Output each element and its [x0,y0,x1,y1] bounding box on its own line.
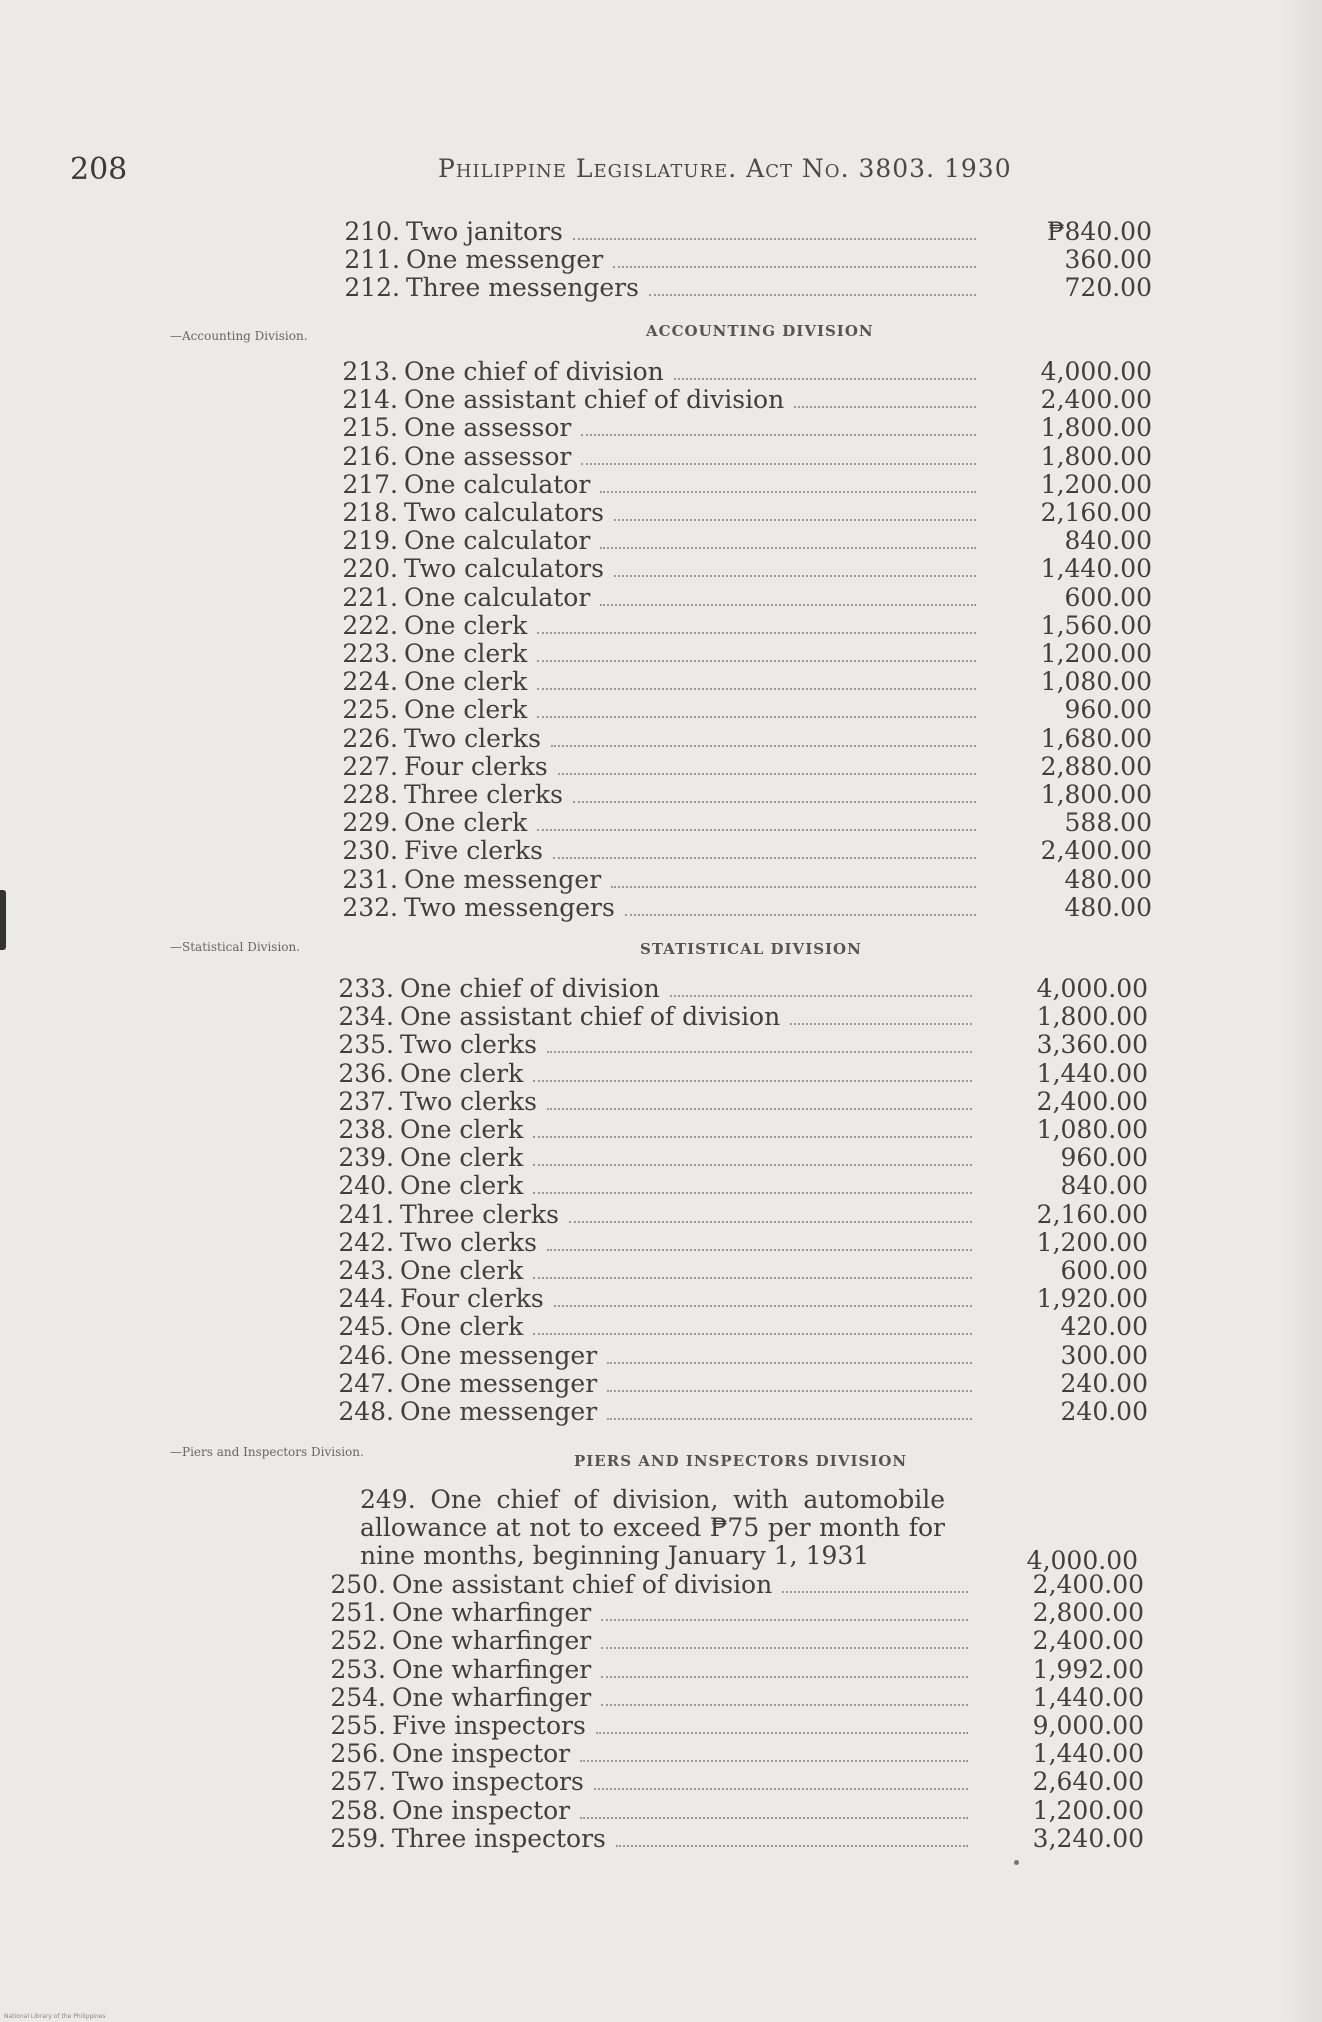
item-description: One clerk [400,1115,524,1144]
item-amount: 1,440.00 [1040,554,1152,584]
salary-row [334,753,1152,781]
item-description: One clerk [404,667,528,697]
running-head: Philippine Legislature. Act No. 3803. 1930 [438,154,1012,183]
dot-leader [794,406,976,408]
item-description: One calculator [404,582,591,612]
salary-row [330,1285,1148,1313]
dot-leader [674,378,976,380]
item-description: Two calculators [404,498,604,527]
salary-row [330,1031,1148,1059]
salary-row [322,1656,1144,1684]
item-number: 222. [342,610,398,640]
item-description: One clerk [404,639,528,668]
item-description: One calculator [404,526,591,556]
dot-leader [601,1619,968,1621]
item-number: 254. [330,1682,386,1712]
item-amount: 480.00 [1064,864,1152,894]
salary-row [334,414,1152,442]
salary-row [334,527,1152,555]
dot-leader [580,1817,968,1819]
item-description: Two janitors [406,217,563,246]
item-number: 230. [342,836,398,866]
item-description: One wharfinger [392,1626,592,1656]
item-number: 248. [338,1397,394,1426]
item-description: Three clerks [404,780,563,809]
item-description: One clerk [400,1058,524,1088]
item-description: Four clerks [400,1284,544,1314]
salary-row [336,274,1152,302]
item-amount: 1,200.00 [1036,1227,1148,1257]
item-number: 244. [338,1284,394,1314]
page-edge-shadow [1282,0,1322,2022]
item-amount: 2,800.00 [1032,1598,1144,1628]
item-amount: 240.00 [1060,1368,1148,1398]
salary-row [334,809,1152,837]
item-number: 215. [342,413,398,443]
item-number: 223. [342,639,398,668]
salary-row [334,358,1152,386]
item-number: 213. [342,357,398,386]
item-number: 235. [338,1030,394,1060]
item-amount: 9,000.00 [1032,1711,1144,1740]
salary-row [334,471,1152,499]
dot-leader [594,1788,968,1790]
item-number: 226. [342,723,398,753]
item-249-amount: 4,000.00 [1026,1546,1138,1575]
item-number: 246. [338,1340,394,1370]
item-number: 256. [330,1739,386,1769]
dot-leader [533,1164,972,1166]
item-amount: 420.00 [1060,1312,1148,1342]
item-description: Two clerks [400,1030,537,1060]
item-description: One assistant chief of division [392,1570,773,1599]
item-description: One calculator [404,469,591,499]
item-amount: 2,880.00 [1040,751,1152,781]
item-amount: 1,080.00 [1036,1115,1148,1144]
item-description: One assessor [404,413,572,443]
item-description: One messenger [400,1368,598,1398]
salary-row [322,1797,1144,1825]
salary-row [330,1313,1148,1341]
salary-row [330,1003,1148,1031]
item-number: 217. [342,469,398,499]
salary-row [334,499,1152,527]
item-description: One inspector [392,1795,571,1825]
salary-row [334,386,1152,414]
item-description: Four clerks [404,751,548,781]
item-number: 258. [330,1795,386,1825]
item-description: One inspector [392,1739,571,1769]
item-amount: 2,400.00 [1040,836,1152,866]
item-description: Five clerks [404,836,543,866]
item-number: 239. [338,1143,394,1173]
salary-row [334,555,1152,583]
dot-leader [537,829,976,831]
item-description: One wharfinger [392,1682,592,1712]
dot-leader [649,294,976,296]
item-description: One chief of division [404,357,664,386]
item-amount: ₱840.00 [1046,217,1152,246]
item-number: 216. [342,441,398,471]
dot-leader [553,857,976,859]
salary-row [330,1088,1148,1116]
item-number: 243. [338,1256,394,1285]
item-description: One messenger [406,245,604,274]
item-number: 237. [338,1086,394,1116]
salary-row [334,781,1152,809]
item-number: 234. [338,1002,394,1032]
salary-row [330,1201,1148,1229]
item-number: 219. [342,526,398,556]
item-description: Two inspectors [392,1767,584,1797]
salary-row [334,725,1152,753]
item-amount: 3,360.00 [1036,1030,1148,1060]
salary-row [322,1627,1144,1655]
dot-leader [533,1277,972,1279]
salary-row [322,1712,1144,1740]
item-249-text: 249. One chief of division, with automobile allowance at not to exceed ₱75 per month for nine months, beginning January 1, 1931 [360,1485,945,1570]
item-description: Three inspectors [392,1823,606,1853]
item-description: One clerk [404,610,528,640]
dot-leader [554,1305,972,1307]
dot-leader [613,266,976,268]
item-description: One clerk [400,1143,524,1173]
salary-row [334,612,1152,640]
item-amount: 1,200.00 [1040,639,1152,668]
item-description: One assistant chief of division [400,1002,781,1032]
section-heading-accounting: ACCOUNTING DIVISION [646,322,874,340]
item-amount: 3,240.00 [1032,1823,1144,1853]
page-number: 208 [70,152,128,187]
item-number: 236. [338,1058,394,1088]
item-amount: 1,800.00 [1040,441,1152,471]
salary-row [330,1229,1148,1257]
item-description: Two clerks [400,1227,537,1257]
salary-row [336,246,1152,274]
margin-note-accounting: —Accounting Division. [170,329,308,343]
margin-note-statistical: —Statistical Division. [170,940,301,954]
dot-leader [581,434,976,436]
item-number: 242. [338,1227,394,1257]
item-number: 229. [342,808,398,838]
item-description: One wharfinger [392,1654,592,1684]
item-amount: 840.00 [1064,526,1152,556]
dot-leader [573,238,976,240]
item-number: 240. [338,1171,394,1201]
dot-leader [614,519,976,521]
item-number: 220. [342,554,398,584]
dot-leader [614,575,976,577]
item-amount: 2,640.00 [1032,1767,1144,1797]
item-description: One clerk [400,1312,524,1342]
salary-row [334,866,1152,894]
dot-leader [581,463,976,465]
item-amount: 1,080.00 [1040,667,1152,697]
item-amount: 1,920.00 [1036,1284,1148,1314]
item-description: Two messengers [404,892,615,922]
salary-row [330,1060,1148,1088]
item-description: One clerk [400,1256,524,1285]
dot-leader [601,1676,968,1678]
item-number: 238. [338,1115,394,1144]
dot-leader [537,688,976,690]
dot-leader [625,914,976,916]
item-description: Five inspectors [392,1711,586,1740]
dot-leader [558,773,976,775]
item-amount: 1,440.00 [1032,1739,1144,1769]
salary-row [334,668,1152,696]
salary-row [330,975,1148,1003]
item-number: 227. [342,751,398,781]
item-description: One messenger [404,864,602,894]
item-number: 257. [330,1767,386,1797]
item-amount: 1,800.00 [1040,413,1152,443]
item-amount: 1,440.00 [1036,1058,1148,1088]
dot-leader [600,604,976,606]
dot-leader [547,1249,972,1251]
dot-leader [537,632,976,634]
item-description: One messenger [400,1397,598,1426]
salary-row [334,640,1152,668]
item-number: 218. [342,498,398,527]
dot-leader [533,1080,972,1082]
dot-leader [547,1108,972,1110]
item-number: 212. [344,273,400,302]
item-amount: 240.00 [1060,1397,1148,1426]
item-number: 253. [330,1654,386,1684]
item-description: One clerk [400,1171,524,1201]
item-amount: 2,400.00 [1032,1570,1144,1599]
dot-leader [600,491,976,493]
item-amount: 1,800.00 [1036,1002,1148,1032]
item-amount: 1,560.00 [1040,610,1152,640]
item-amount: 960.00 [1064,695,1152,725]
salary-row [322,1768,1144,1796]
item-description: One assistant chief of division [404,385,785,415]
salary-row [330,1342,1148,1370]
dot-leader [547,1051,972,1053]
item-number: 259. [330,1823,386,1853]
item-number: 233. [338,974,394,1003]
item-amount: 1,680.00 [1040,723,1152,753]
item-amount: 4,000.00 [1036,974,1148,1003]
dot-leader [611,886,976,888]
salary-row [322,1571,1144,1599]
item-amount: 1,200.00 [1032,1795,1144,1825]
dot-leader [580,1760,968,1762]
item-number: 250. [330,1570,386,1599]
item-number: 251. [330,1598,386,1628]
salary-row [334,894,1152,922]
salary-row [330,1144,1148,1172]
salary-row [330,1172,1148,1200]
item-description: Two clerks [404,723,541,753]
salary-row [334,837,1152,865]
dot-leader [600,547,976,549]
section-heading-statistical: STATISTICAL DIVISION [640,940,862,958]
dot-leader [533,1136,972,1138]
item-number: 231. [342,864,398,894]
item-amount: 2,160.00 [1036,1199,1148,1229]
item-number: 210. [344,217,400,246]
item-amount: 1,800.00 [1040,780,1152,809]
item-number: 232. [342,892,398,922]
item-amount: 840.00 [1060,1171,1148,1201]
item-description: One chief of division [400,974,660,1003]
item-number: 241. [338,1199,394,1229]
item-description: Two calculators [404,554,604,584]
dot-leader [790,1023,972,1025]
item-amount: 360.00 [1064,245,1152,274]
item-description: Three messengers [406,273,639,302]
dot-leader [533,1333,972,1335]
item-description: One clerk [404,808,528,838]
salary-row [322,1684,1144,1712]
item-number: 211. [344,245,400,274]
dot-leader [601,1647,968,1649]
dot-leader [533,1192,972,1194]
dot-leader [670,995,972,997]
item-description: One wharfinger [392,1598,592,1628]
item-description: Two clerks [400,1086,537,1116]
salary-row [330,1398,1148,1426]
item-amount: 4,000.00 [1040,357,1152,386]
item-description: Three clerks [400,1199,559,1229]
item-amount: 600.00 [1060,1256,1148,1285]
dot-leader [607,1390,972,1392]
dot-leader [573,801,976,803]
item-number: 252. [330,1626,386,1656]
salary-row [334,696,1152,724]
dot-leader [537,660,976,662]
salary-row [330,1116,1148,1144]
item-amount: 480.00 [1064,892,1152,922]
item-number: 224. [342,667,398,697]
item-amount: 2,160.00 [1040,498,1152,527]
item-amount: 600.00 [1064,582,1152,612]
item-description: One messenger [400,1340,598,1370]
dot-leader [607,1418,972,1420]
paper-speck [1014,1860,1019,1865]
item-amount: 300.00 [1060,1340,1148,1370]
item-number: 228. [342,780,398,809]
section-heading-piers: PIERS AND INSPECTORS DIVISION [574,1452,908,1470]
item-number: 214. [342,385,398,415]
salary-row [330,1257,1148,1285]
salary-row [336,218,1152,246]
item-amount: 2,400.00 [1040,385,1152,415]
dot-leader [782,1591,968,1593]
item-amount: 588.00 [1064,808,1152,838]
binding-tab [0,890,6,950]
dot-leader [596,1732,968,1734]
item-amount: 1,440.00 [1032,1682,1144,1712]
salary-row [330,1370,1148,1398]
item-amount: 2,400.00 [1032,1626,1144,1656]
item-number: 221. [342,582,398,612]
item-number: 247. [338,1368,394,1398]
margin-note-piers: —Piers and Inspectors Division. [170,1445,364,1459]
item-number: 225. [342,695,398,725]
item-number: 255. [330,1711,386,1740]
item-amount: 720.00 [1064,273,1152,302]
dot-leader [537,716,976,718]
dot-leader [616,1845,968,1847]
item-amount: 1,992.00 [1032,1654,1144,1684]
item-description: One assessor [404,441,572,471]
dot-leader [607,1362,972,1364]
footer-note: National Library of the Philippines [4,2013,106,2020]
salary-row [334,584,1152,612]
item-amount: 2,400.00 [1036,1086,1148,1116]
item-amount: 960.00 [1060,1143,1148,1173]
dot-leader [551,745,976,747]
item-description: One clerk [404,695,528,725]
dot-leader [601,1704,968,1706]
dot-leader [569,1221,972,1223]
salary-row [334,443,1152,471]
salary-row [322,1599,1144,1627]
salary-row [322,1740,1144,1768]
item-amount: 1,200.00 [1040,469,1152,499]
item-number: 245. [338,1312,394,1342]
salary-row [322,1825,1144,1853]
